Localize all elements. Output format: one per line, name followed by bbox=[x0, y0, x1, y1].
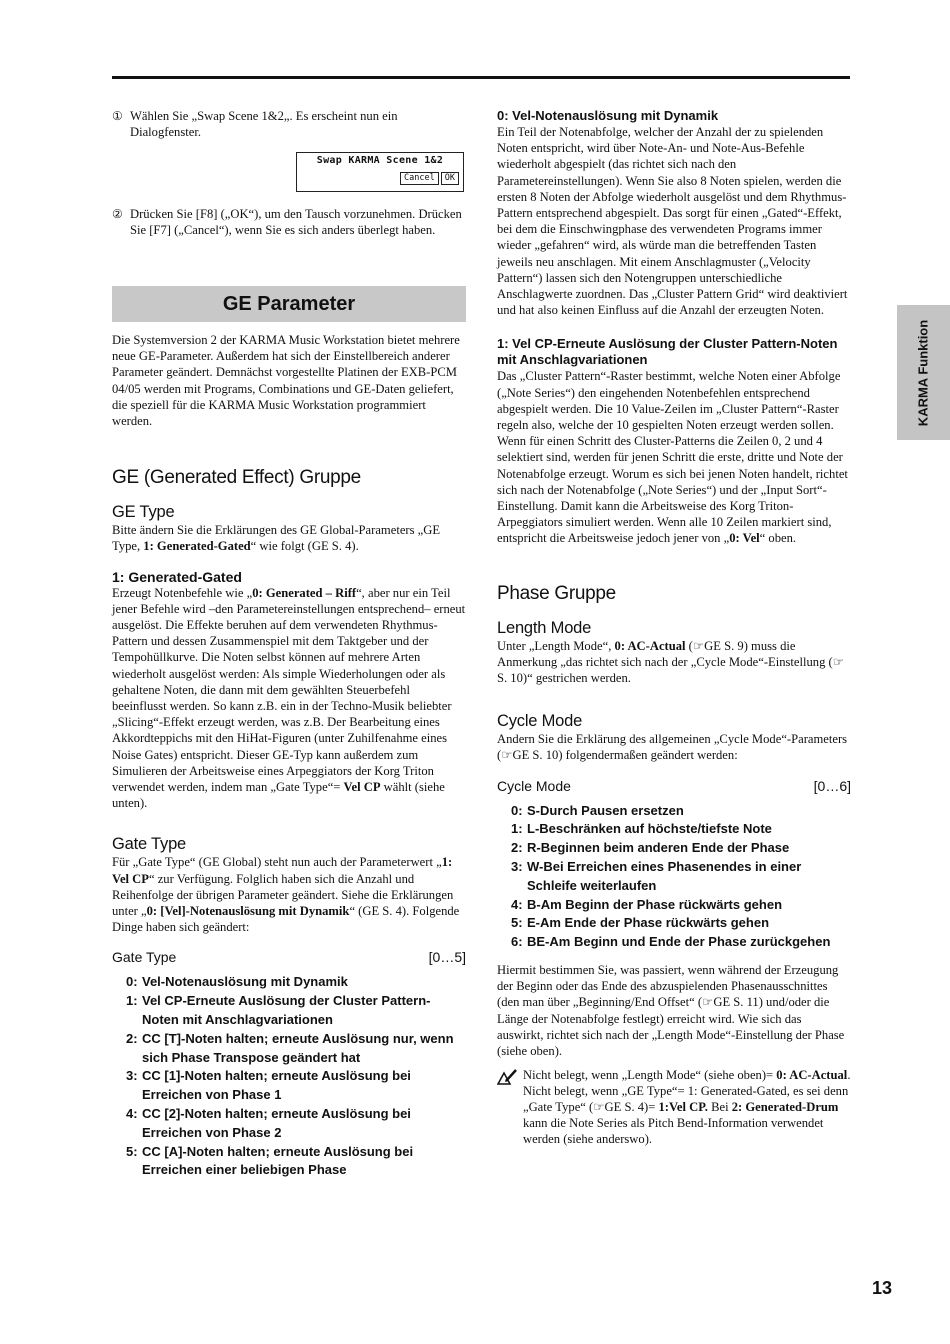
gate-type-text bbox=[112, 854, 466, 935]
gate-option-3-text: CC [1]-Noten halten; erneute Auslösung bei Erreichen von Phase 1 bbox=[142, 1068, 411, 1103]
cycle-option-5 bbox=[511, 914, 851, 933]
gate-option-2 bbox=[126, 1030, 466, 1068]
gate-option-0-text: Vel-Notenauslösung mit Dynamik bbox=[142, 974, 348, 990]
header-rule bbox=[112, 76, 850, 79]
length-mode-text bbox=[497, 638, 851, 687]
side-tab-label: KARMA Funktion bbox=[915, 319, 931, 427]
cycle-option-5-text: E-Am Ende der Phase rückwärts gehen bbox=[527, 915, 770, 931]
dialog-ok-button: OK bbox=[441, 172, 459, 185]
length-a: Unter „Length Mode“, bbox=[497, 638, 615, 653]
gt-b: 1: Vel CP bbox=[112, 855, 453, 886]
ge-parameter-text: Die Systemversion 2 der KARMA Music Workstation bietet mehrere neue GE-Parameter. Außerdem hat sich der Einstellbereich anderer Parameter geändert. Demnächst vorgestellte Platinen der EXB-PCM 04/05 werden mit Programs, Combinations und GE-Daten geliefert, die speziell für die KARMA Music Workstation programmiert werden. bbox=[112, 333, 460, 429]
cycle-mode-explanation: Hiermit bestimmen Sie, was passiert, wenn während der Erzeugung der Beginn oder das Ende des abzuspielenden Phasenausschnittes (den man über „Beginning/End Offset“ (☞GE S. 11) und/oder die Länge der Notenabfolge festlegt) erreicht wird. Wie sich das auswirkt, richtet sich nach der „Length Mode“-Einstellung der Phase (siehe oben). bbox=[497, 963, 845, 1059]
cycle-option-3-text: W-Bei Erreichen eines Phasenendes in einer Schleife weiterlaufen bbox=[527, 859, 802, 893]
gt-a: Für „Gate Type“ (GE Global) steht nun auch der Parameterwert „ bbox=[112, 855, 442, 870]
note-a: Nicht belegt, wenn „Length Mode“ (siehe oben)= bbox=[523, 1068, 777, 1083]
gate-option-3 bbox=[126, 1067, 466, 1105]
gt-e: “ (GE S. 4). Folgende Dinge haben sich geändert: bbox=[112, 904, 460, 935]
swap-scene-dialog bbox=[296, 152, 464, 192]
cycle-option-6-num: 6: bbox=[511, 934, 523, 950]
gate-option-1-num: 1: bbox=[126, 993, 138, 1009]
gg-e: wählt (siehe unten). bbox=[112, 780, 445, 811]
cycle-option-4-text: B-Am Beginn der Phase rückwärts gehen bbox=[527, 896, 783, 912]
gate-type-heading: Gate Type bbox=[112, 835, 187, 854]
step-2-number: ② bbox=[112, 207, 123, 221]
cycle-mode-param-header bbox=[497, 778, 851, 794]
note-c: . Nicht belegt, wenn „GE Type“= 1: Generated-Gated, es sei denn „Gate Type“ (☞GE S. 4)= bbox=[523, 1068, 851, 1115]
gate-option-2-num: 2: bbox=[126, 1030, 138, 1046]
gg-b: 0: Generated – Riff bbox=[252, 585, 357, 600]
gt-c: “ zur Verfügung. Folglich haben sich die Anzahl und Reihenfolge der übrigen Parameter geändert. Siehe die Erklärungen unter „ bbox=[112, 871, 454, 919]
gg-d: Vel CP bbox=[343, 780, 381, 795]
gate-option-0-num: 0: bbox=[126, 974, 138, 990]
phase-group-heading: Phase Gruppe bbox=[497, 582, 616, 604]
vel-heading: 0: Vel-Notenauslösung mit Dynamik bbox=[497, 108, 719, 123]
cycle-option-0-num: 0: bbox=[511, 802, 523, 818]
cycle-option-2 bbox=[511, 839, 851, 858]
cycle-option-4-num: 4: bbox=[511, 896, 523, 912]
cycle-option-0-text: S-Durch Pausen ersetzen bbox=[527, 802, 684, 818]
cycle-mode-param-range: [0…6] bbox=[813, 777, 851, 794]
right-column bbox=[497, 108, 851, 1147]
note-e: Bei bbox=[707, 1100, 732, 1115]
length-c: (☞GE S. 9) muss die Anmerkung „das richtet sich nach der „Cycle Mode“-Einstellung (☞S. 10)“ gestrichen werden. bbox=[497, 638, 845, 686]
velcp-heading: 1: Vel CP-Erneute Auslösung der Cluster Pattern-Noten mit Anschlagvariationen bbox=[497, 336, 838, 368]
gate-option-4-text: CC [2]-Noten halten; erneute Auslösung bei Erreichen von Phase 2 bbox=[142, 1106, 411, 1140]
gate-option-5-text: CC [A]-Noten halten; erneute Auslösung bei Erreichen einer beliebigen Phase bbox=[142, 1143, 414, 1178]
ge-group-heading: GE (Generated Effect) Gruppe bbox=[112, 467, 361, 489]
note-block bbox=[497, 1067, 851, 1147]
dialog-cancel-button: Cancel bbox=[400, 172, 439, 185]
length-b: 0: AC-Actual bbox=[614, 638, 686, 653]
ge-type-text-a: Bitte ändern Sie die Erklärungen des GE Global-Parameters „GE Type, bbox=[112, 523, 441, 554]
cycle-option-5-num: 5: bbox=[511, 915, 523, 931]
ge-type-text-b: 1: Generated-Gated bbox=[143, 539, 251, 554]
gate-type-param-label: Gate Type bbox=[112, 949, 177, 966]
pencil-note-icon bbox=[497, 1067, 523, 1147]
vel-text: Ein Teil der Notenabfolge, welcher der Anzahl der zu spielenden Noten entspricht, wird über Note-An- und Note-Aus-Befehle wiederholt abgespielt (das richtet sich nach den Parametereinstellungen). Wenn Sie also 8 Noten spielen, werden die ersten 8 Noten der Abfolge wiederholt ausgelöst und dem Rhythmus-Pattern entsprechend abgespielt. Das sorgt für einen „Gated“-Effekt, bei dem die Einschwingphase des verwendeten Programs immer wieder „gefahren“ wird, als würde man die betreffenden Tasten jeweils neu anschlagen. Mit einem Anschlagmuster („Velocity Pattern“) lassen sich den Notengruppen unterschiedliche Anschlagwerte zuordnen. Das „Cluster Pattern Grid“ wird deaktiviert und hat also keinen Einfluss auf die Anzahl der erzeugten Noten. bbox=[497, 125, 848, 318]
ge-type-heading: GE Type bbox=[112, 503, 175, 522]
cycle-option-3 bbox=[511, 858, 851, 896]
gate-option-3-num: 3: bbox=[126, 1068, 138, 1084]
step-1-text: Wählen Sie „Swap Scene 1&2„. Es erscheint nun ein Dialogfenster. bbox=[130, 109, 398, 139]
velcp-text bbox=[497, 368, 851, 546]
gate-option-0 bbox=[126, 973, 466, 992]
step-1 bbox=[112, 108, 466, 140]
ge-type-text bbox=[112, 522, 466, 554]
gate-type-param-header bbox=[112, 949, 466, 965]
gate-option-1-text: Vel CP-Erneute Auslösung der Cluster Pattern-Noten mit Anschlagvariationen bbox=[142, 993, 431, 1028]
gate-option-5 bbox=[126, 1143, 466, 1181]
generated-gated-text bbox=[112, 585, 466, 812]
gate-option-5-num: 5: bbox=[126, 1143, 138, 1159]
cycle-mode-text: Andern Sie die Erklärung des allgemeinen „Cycle Mode“-Parameters (☞GE S. 10) folgendermaßen geändert werden: bbox=[497, 732, 848, 763]
cycle-option-0 bbox=[511, 802, 851, 821]
gate-type-param-range: [0…5] bbox=[428, 949, 466, 966]
cycle-option-2-num: 2: bbox=[511, 840, 523, 856]
generated-gated-heading: 1: Generated-Gated bbox=[112, 568, 242, 585]
side-tab bbox=[897, 305, 950, 440]
cycle-option-6-text: BE-Am Beginn und Ende der Phase zurückgehen bbox=[527, 934, 831, 950]
cycle-option-6 bbox=[511, 933, 851, 952]
gt-d: 0: [Vel]-Notenauslösung mit Dynamik bbox=[146, 904, 350, 919]
note-d: 1:Vel CP. bbox=[658, 1100, 708, 1115]
cycle-option-2-text: R-Beginnen beim anderen Ende der Phase bbox=[527, 840, 790, 856]
gate-option-4 bbox=[126, 1105, 466, 1143]
cycle-option-1 bbox=[511, 820, 851, 839]
length-mode-heading: Length Mode bbox=[497, 618, 592, 637]
cycle-mode-param-label: Cycle Mode bbox=[497, 777, 571, 794]
cycle-mode-options bbox=[497, 802, 851, 952]
cycle-option-1-num: 1: bbox=[511, 821, 523, 837]
cycle-option-4 bbox=[511, 896, 851, 915]
cycle-mode-heading: Cycle Mode bbox=[497, 712, 583, 731]
ge-type-text-c: “ wie folgt (GE S. 4). bbox=[250, 539, 359, 554]
step-2 bbox=[112, 206, 466, 238]
step-1-number: ① bbox=[112, 109, 123, 123]
left-column bbox=[112, 108, 466, 1180]
cycle-option-3-num: 3: bbox=[511, 859, 523, 875]
gg-a: Erzeugt Notenbefehle wie „ bbox=[112, 585, 253, 600]
note-text bbox=[523, 1067, 851, 1147]
velcp-b: 0: Vel bbox=[729, 531, 760, 546]
ge-parameter-heading: GE Parameter bbox=[112, 286, 466, 322]
page-number: 13 bbox=[872, 1278, 893, 1298]
velcp-c: “ oben. bbox=[759, 531, 797, 546]
gate-option-1 bbox=[126, 992, 466, 1030]
gg-c: “, aber nur ein Teil jener Befehle wird –den Parametereinstellungen entsprechend– erneut ausgelöst. Die Effekte beruhen auf dem verwendeten Rhythmus-Pattern und dessen Zusammenspiel mit dem Taktgeber und der Tempohüllkurve. Die Noten selbst können auf mehrere Arten wiederholt ausgelöst werden: Als simple Wiederholungen oder als gehaltene Noten, die dann mit dem gewählten Steuerbefehl beeinflusst werden. So kann z.B. ein in der Techno-Musik beliebter „Slicing“-Effekt erzeugt werden, was z.B. Der Bearbeitung eines Akkordteppichs mit den HiHat-Figuren (unter Zuhilfenahme eines Noise Gates) entspricht. Dieser GE-Typ kann außerdem zum Simulieren der Arbeitsweise eines Arpeggiators der Korg Triton verwendet werden, indem man „Gate Type“= bbox=[112, 585, 466, 795]
gate-type-options bbox=[112, 973, 466, 1180]
velcp-a: Das „Cluster Pattern“-Raster bestimmt, welche Noten einer Abfolge („Note Series“) den eingehenden Notenbefehlen entsprechend abgespielt werden. Die 10 Value-Zeilen im „Cluster Pattern“-Raster regeln also, welche der 10 gespielten Noten erzeugt werden sollen. Wenn für einen Schritt des Cluster-Patterns die Zeilen 0, 2 und 4 selektiert sind, werden für jenen Schritt die erste, dritte und Note der Notenabfolge erzeugt. Worum es sich bei jenen Noten handelt, richtet sich nach der Notenabfolge („Note Series“) und der „Input Sort“-Einstellung. Damit kann die Arbeitsweise des Korg Triton-Arpeggiators simuliert werden. Wenn alle 10 Zeilen markiert sind, entspricht die Arbeitsweise jedoch jener von „ bbox=[497, 369, 848, 546]
note-f: 2: Generated-Drum bbox=[731, 1100, 839, 1115]
dialog-title: Swap KARMA Scene 1&2 bbox=[316, 155, 444, 166]
gate-option-2-text: CC [T]-Noten halten; erneute Auslösung nur, wenn sich Phase Transpose geändert hat bbox=[142, 1030, 454, 1065]
note-g: kann die Note Series als Pitch Bend-Information verwendet werden (siehe anderswo). bbox=[523, 1116, 824, 1147]
step-2-text: Drücken Sie [F8] („OK“), um den Tausch vorzunehmen. Drücken Sie [F7] („Cancel“), wenn Sie es sich anders überlegt haben. bbox=[130, 207, 462, 237]
gate-option-4-num: 4: bbox=[126, 1106, 138, 1122]
note-b: 0: AC-Actual bbox=[776, 1068, 848, 1083]
cycle-option-1-text: L-Beschränken auf höchste/tiefste Note bbox=[527, 821, 772, 837]
